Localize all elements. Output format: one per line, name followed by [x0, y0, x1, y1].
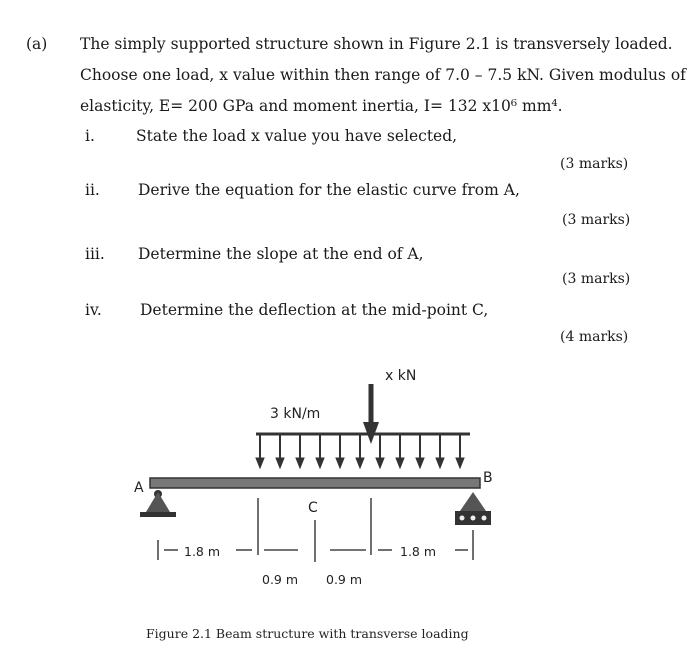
part-iii-number: iii.	[85, 245, 105, 263]
part-i-marks: (3 marks)	[560, 156, 629, 172]
part-ii-marks: (3 marks)	[562, 212, 631, 228]
question-line-1: The simply supported structure shown in Figure 2.1 is transversely loaded.	[80, 35, 673, 53]
question-line-3: elasticity, E= 200 GPa and moment inertia, I= 132 x10⁶ mm⁴.	[80, 97, 563, 115]
part-iv-number: iv.	[85, 301, 102, 319]
part-i-number: i.	[85, 127, 95, 145]
part-iii-marks: (3 marks)	[562, 271, 631, 287]
support-a-label: A	[134, 480, 144, 496]
figure-caption: Figure 2.1 Beam structure with transverse loading	[146, 626, 469, 641]
beam	[150, 478, 480, 488]
part-iv-text: Determine the deflection at the mid-point C,	[140, 301, 489, 319]
dim-3: 0.9 m	[326, 572, 363, 587]
point-c-label: C	[308, 500, 318, 516]
part-i-text: State the load x value you have selected,	[136, 127, 458, 145]
support-b-label: B	[483, 470, 493, 486]
distributed-load	[256, 434, 470, 468]
part-iii-text: Determine the slope at the end of A,	[138, 245, 424, 263]
question-line-2: Choose one load, x value within then range of 7.0 – 7.5 kN. Given modulus of	[80, 66, 686, 84]
dim-1: 1.8 m	[184, 544, 221, 559]
part-iv-marks: (4 marks)	[560, 329, 629, 345]
part-ii-text: Derive the equation for the elastic curve from A,	[138, 181, 520, 199]
dim-4: 1.8 m	[400, 544, 437, 559]
support-b	[455, 492, 491, 525]
point-load-label: x kN	[385, 368, 417, 384]
udl-label: 3 kN/m	[270, 406, 321, 422]
question-label: (a)	[26, 35, 48, 53]
dim-2: 0.9 m	[262, 572, 299, 587]
part-ii-number: ii.	[85, 181, 100, 199]
support-a	[140, 490, 176, 517]
